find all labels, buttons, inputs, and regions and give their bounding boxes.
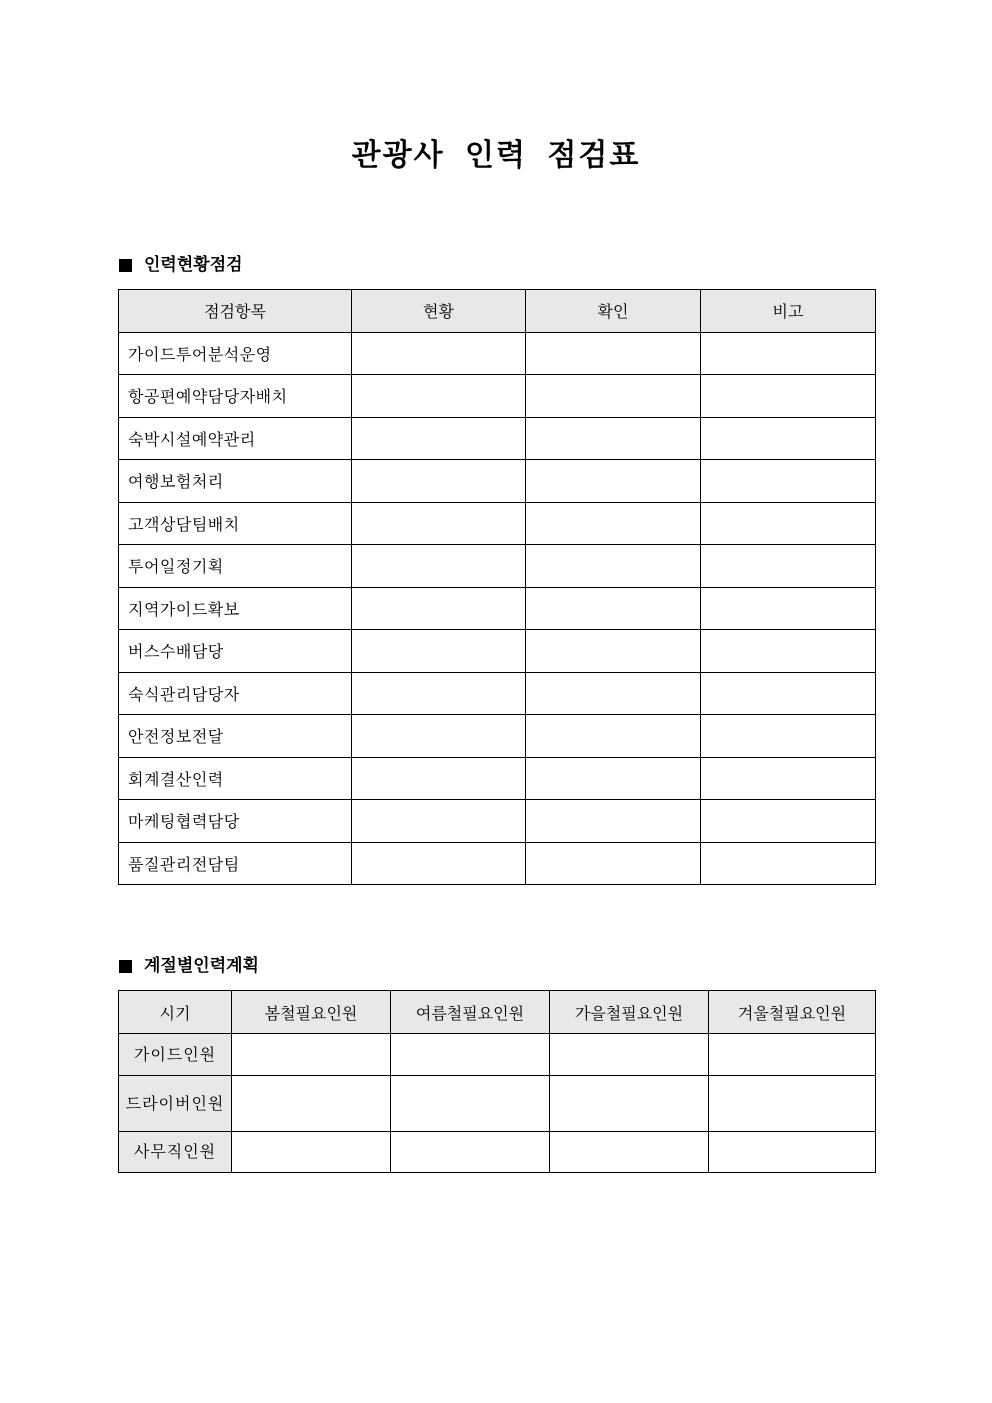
check-cell[interactable] [526,800,701,843]
remarks-cell[interactable] [701,375,876,418]
table-row [119,460,876,503]
section-heading-staff-status [119,252,243,278]
table-row [119,800,876,843]
remarks-cell[interactable] [701,715,876,758]
inspection-item-label: 항공편예약담당자배치 [119,375,352,418]
status-cell[interactable] [352,460,526,503]
check-cell[interactable] [526,545,701,588]
inspection-item-label: 여행보험처리 [119,460,352,503]
remarks-cell[interactable] [701,332,876,375]
summer-cell[interactable] [391,1132,550,1173]
check-cell[interactable] [526,715,701,758]
spring-cell[interactable] [232,1076,391,1132]
table-row [119,1034,876,1076]
column-header-check: 확인 [526,290,701,333]
column-header-spring: 봄철필요인원 [232,991,391,1034]
table-row [119,842,876,885]
document-title: 관광사 인력 점검표 [351,138,641,173]
winter-cell[interactable] [709,1132,876,1173]
inspection-item-label: 버스수배담당 [119,630,352,673]
table-row [119,1132,876,1173]
autumn-cell[interactable] [550,1132,709,1173]
table-row [119,375,876,418]
column-header-item: 점검항목 [119,290,352,333]
status-cell[interactable] [352,587,526,630]
summer-cell[interactable] [391,1034,550,1076]
check-cell[interactable] [526,417,701,460]
seasonal-staffing-table [118,990,876,1173]
inspection-item-label: 마케팅협력담당 [119,800,352,843]
remarks-cell[interactable] [701,630,876,673]
table-row [119,502,876,545]
check-cell[interactable] [526,672,701,715]
table-row [119,630,876,673]
inspection-item-label: 투어일정기획 [119,545,352,588]
spring-cell[interactable] [232,1132,391,1173]
winter-cell[interactable] [709,1034,876,1076]
column-header-summer: 여름철필요인원 [391,991,550,1034]
table-row [119,417,876,460]
status-cell[interactable] [352,545,526,588]
table-row [119,1076,876,1132]
table-row [119,757,876,800]
remarks-cell[interactable] [701,800,876,843]
section-heading-seasonal-plan [119,953,259,979]
section-heading-label: 인력현황점검 [144,255,243,275]
column-header-winter: 겨울철필요인원 [709,991,876,1034]
check-cell[interactable] [526,502,701,545]
role-label: 가이드인원 [119,1034,232,1076]
check-cell[interactable] [526,460,701,503]
table-header-row [119,290,876,333]
table-header-row [119,991,876,1034]
remarks-cell[interactable] [701,672,876,715]
remarks-cell[interactable] [701,417,876,460]
status-cell[interactable] [352,502,526,545]
status-cell[interactable] [352,800,526,843]
role-label: 사무직인원 [119,1132,232,1173]
remarks-cell[interactable] [701,545,876,588]
inspection-item-label: 회계결산인력 [119,757,352,800]
remarks-cell[interactable] [701,587,876,630]
table-row [119,545,876,588]
autumn-cell[interactable] [550,1034,709,1076]
inspection-item-label: 숙박시설예약관리 [119,417,352,460]
square-bullet-icon [119,259,132,272]
autumn-cell[interactable] [550,1076,709,1132]
remarks-cell[interactable] [701,757,876,800]
remarks-cell[interactable] [701,842,876,885]
inspection-item-label: 가이드투어분석운영 [119,332,352,375]
status-cell[interactable] [352,630,526,673]
status-cell[interactable] [352,375,526,418]
check-cell[interactable] [526,375,701,418]
table-row [119,715,876,758]
check-cell[interactable] [526,757,701,800]
column-header-period: 시기 [119,991,232,1034]
check-cell[interactable] [526,630,701,673]
column-header-status: 현황 [352,290,526,333]
status-cell[interactable] [352,715,526,758]
winter-cell[interactable] [709,1076,876,1132]
section-heading-label: 계절별인력계획 [144,956,259,976]
status-cell[interactable] [352,757,526,800]
check-cell[interactable] [526,332,701,375]
summer-cell[interactable] [391,1076,550,1132]
role-label: 드라이버인원 [119,1076,232,1132]
status-cell[interactable] [352,332,526,375]
remarks-cell[interactable] [701,502,876,545]
table-row [119,672,876,715]
inspection-item-label: 숙식관리담당자 [119,672,352,715]
square-bullet-icon [119,960,132,973]
column-header-autumn: 가을철필요인원 [550,991,709,1034]
table-row [119,332,876,375]
spring-cell[interactable] [232,1034,391,1076]
inspection-item-label: 안전정보전달 [119,715,352,758]
inspection-item-label: 품질관리전담팀 [119,842,352,885]
inspection-item-label: 지역가이드확보 [119,587,352,630]
table-row [119,587,876,630]
status-cell[interactable] [352,842,526,885]
status-cell[interactable] [352,417,526,460]
check-cell[interactable] [526,842,701,885]
remarks-cell[interactable] [701,460,876,503]
staff-inspection-table [118,289,876,885]
status-cell[interactable] [352,672,526,715]
column-header-remarks: 비고 [701,290,876,333]
check-cell[interactable] [526,587,701,630]
inspection-item-label: 고객상담팀배치 [119,502,352,545]
